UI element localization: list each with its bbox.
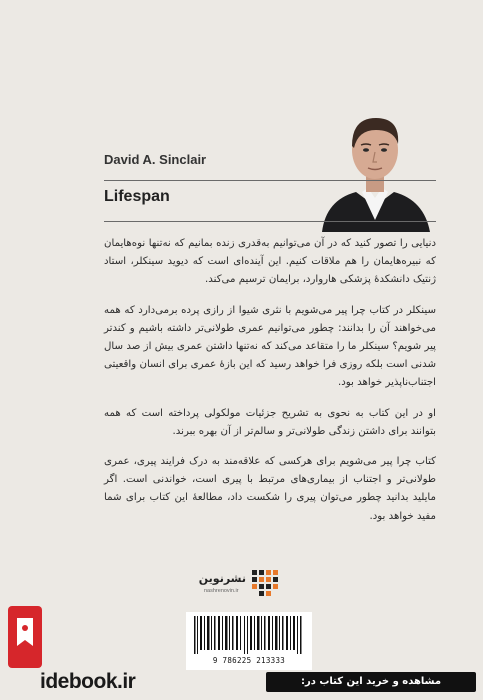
blurb-paragraph-2: سینکلر در کتاب چرا پیر می‌شویم با نثری شیوا از رازی پرده برمی‌دارد که همه می‌خواهند آن را بدانند: چطور می‌توانیم عمری طولانی‌تر داشته باشیم و کندتر پیر شویم؟ سینکلر ما را متقاعد می‌کند که نه‌تنها داشتن عمری بیش از صد سال شدنی است بلکه روزی فرا خواهد رسید که این بازهٔ عمری برای انسان واقعیتی اجتناب‌ناپذیر خواهد بود.	[104, 304, 436, 389]
watermark-bookmark-icon	[8, 606, 42, 668]
isbn-barcode	[186, 612, 312, 670]
watermark-cta[interactable]: مشاهده و خرید این کتاب در:	[266, 672, 476, 692]
publisher-logo-icon	[250, 568, 280, 598]
watermark-badge	[8, 606, 42, 668]
author-line	[104, 152, 444, 176]
blurb-paragraph-1: دنیایی را تصور کنید که در آن می‌توانیم به‌قدری زنده بمانیم که نه‌تنها نوه‌هایمان که نبیره‌هایمان را هم ملاقات کنیم. این آینده‌ای است که دیوید سینکلر، استاد ژنتیک دانشکدهٔ پزشکی هاروارد، برایمان ترسیم می‌کند.	[104, 238, 436, 286]
publisher-block	[200, 560, 290, 610]
publisher-url: nashrenovin.ir	[204, 588, 239, 594]
divider-bottom	[104, 221, 436, 222]
blurb-paragraph-3: او در این کتاب به نحوی به تشریح جزئیات مولکولی پرداخته است که همه بتوانند برای داشتن زندگی طولانی‌تر و سالم‌تر از آن بهره ببرند.	[104, 407, 436, 437]
author-name: David A. Sinclair	[104, 152, 207, 167]
book-title: Lifespan	[104, 188, 170, 205]
isbn-number: 9 786225 213333	[212, 656, 286, 665]
blurb-paragraph-4: کتاب چرا پیر می‌شویم برای هرکسی که علاقه‌مند به درک فرایند پیری، عمری طولانی‌تر و اجتناب از بیماری‌های مرتبط با پیری است، خواندنی است. اگر مایلید بدانید چطور می‌توان پیری را شکست داد، مطالعهٔ این کتاب برای شما مفید خواهد بود.	[104, 456, 436, 522]
barcode-bars	[194, 616, 304, 654]
publisher-name: نشرنوین	[198, 572, 246, 585]
divider-top	[104, 180, 436, 181]
watermark-site[interactable]: idebook.ir	[40, 670, 136, 693]
blurb	[104, 235, 436, 538]
